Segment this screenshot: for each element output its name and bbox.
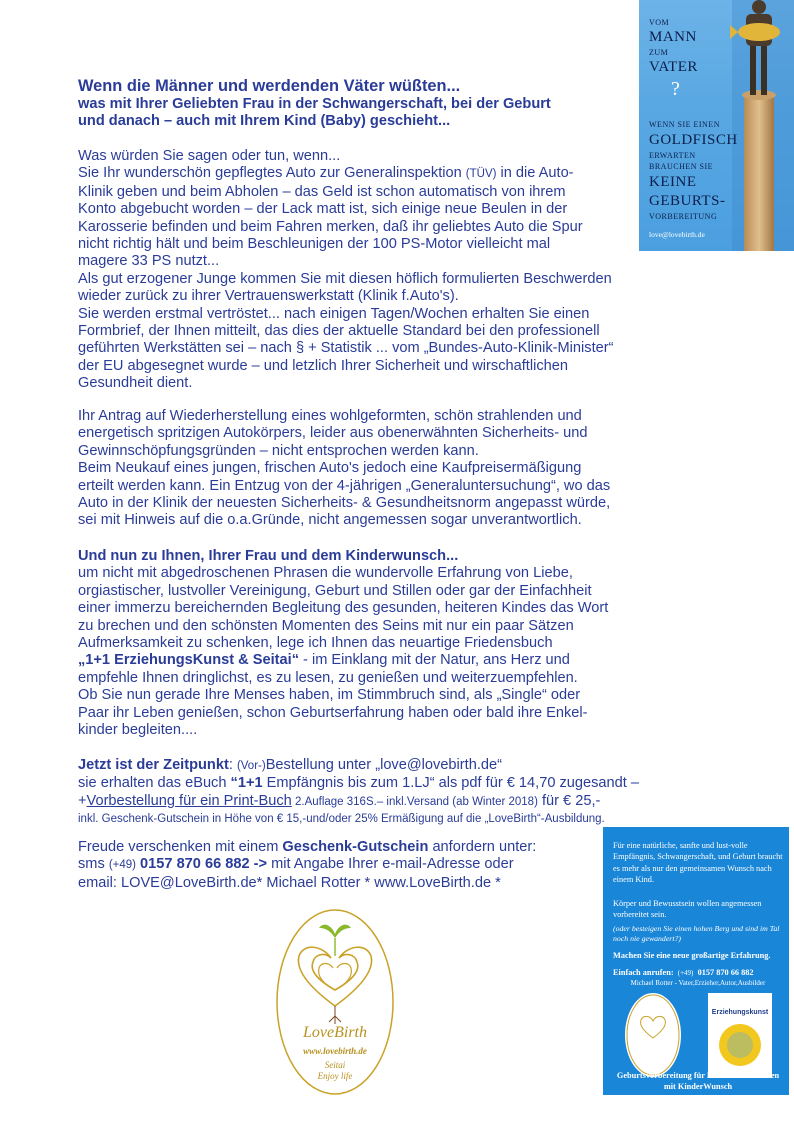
flyer-mountain: (oder besteigen Sie einen hohen Berg und sind im Tal noch nie gewandert?) [613,924,780,943]
text-line: sei mit Hinweis auf die o.a.Gründe, nicht angemessen sogar unverantwortlich. [78,512,582,529]
paragraph-car-analogy [78,148,698,393]
flyer-book-title: Erziehungskunst [711,1009,769,1016]
cover-erwarten: ERWARTEN [649,151,696,160]
flyer-call: Einfach anrufen: (+49) 0157 870 66 882 [613,968,754,977]
heading-line-2: was mit Ihrer Geliebten Frau in der Schwangerschaft, bei der Geburt [78,96,551,112]
text-line: Gesundheit dient. [78,375,193,392]
logo-url: www.lovebirth.de [303,1046,367,1056]
heading-line-3: und danach – auch mit Ihrem Kind (Baby) geschieht... [78,113,451,129]
flyer-bottom-text: Geburtsvorbereitung für Männer und Frauen mit KinderWunsch [616,1071,780,1092]
text-line: Jetzt ist der Zeitpunkt: (Vor-)Bestellung unter „love@lovebirth.de“ [78,757,502,773]
text-line: Sie Ihr wunderschön gepflegtes Auto zur Generalinspektion (TÜV) in die Auto- [78,165,574,182]
heading-line-1: Wenn die Männer und werdenden Väter wüßten... [78,77,461,95]
text-line: Konto abgebucht worden – der Lack matt ist, sich einige neue Beulen in der [78,201,568,218]
flyer-phone-number: 0157 870 66 882 [697,968,754,977]
text-line: Klinik geben und beim Abholen – das Geld ist schon automatisch von ihrem [78,183,566,200]
text-line: Gewinnschöpfungsgründen – nicht entsprochen werden kann. [78,442,479,459]
cover-vom: VOM [649,18,670,27]
main-heading [78,77,698,130]
paragraph-order [78,757,698,829]
logo-enjoy: Enjoy life [317,1071,353,1081]
cover-email: love@lovebirth.de [649,230,705,239]
paragraph-kinderwunsch [78,548,698,739]
text-line: wieder zurück zu ihrer Vertrauenswerkstatt (Klinik f.Auto's). [78,288,459,305]
text-line: „1+1 ErziehungsKunst & Seitai“ - im Einklang mit der Natur, ans Herz und [78,652,570,669]
cover-question-mark: ? [671,78,680,100]
flyer-prepare: Körper und Bewusstsein wollen angemessen vorbereitet sein. [613,899,762,920]
cover-zum: ZUM [649,48,669,57]
cover-mann: MANN [649,29,697,45]
text-line: Als gut erzogener Junge kommen Sie mit diesen höflich formulierten Beschwerden [78,270,612,287]
text-line: orgiastischer, lustvoller Vereinigung, Geburt und Stillen oder gar der Einfachheit [78,582,592,599]
text-line: zu brechen und den schönsten Momenten des Seins mit nur ein paar Sätzen [78,617,574,634]
text-line: erteilt werden kann. Ein Entzug von der 4-jährigen „Generaluntersuchung“, wo das [78,477,611,494]
cover-brauchen: BRAUCHEN SIE [649,162,714,171]
text-line: empfehle Ihnen dringlichst, es zu lesen, zu genießen und weiterzuempfehlen. [78,669,578,686]
text-line: Ob Sie nun gerade Ihre Menses haben, im Stimmbruch sind, als „Single“ oder [78,687,581,704]
text-line: Sie werden erstmal vertröstet... nach einigen Tagen/Wochen erhalten Sie einen [78,305,590,322]
flyer-experience: Machen Sie eine neue großartige Erfahrung. [613,951,771,960]
flyer-author: Michael Rotter - Vater,Erzieher,Autor,Ausbilder [630,979,766,987]
text-line: einer immerzu bereichernden Begleitung des gesunden, heiteren Kindes das Wort [78,600,609,617]
text-line: Auto in der Klinik der neuesten Sicherheits- & Gesundheitsnorm angepasst würde, [78,495,611,512]
cover-vorbereitung: VORBEREITUNG [649,212,718,221]
text-line: nicht richtig hält und beim Beschleunigen der 100 PS-Motor vielleicht mal [78,236,551,253]
paragraph-repair-request [78,408,698,530]
phone-number: 0157 870 66 882 -> [140,856,268,873]
text-line: Formbrief, der Ihnen mitteilt, das dies der aktuelle Standard bei den professionell [78,323,600,340]
text-line: Karosserie befinden und beim Fahren merken, daß ihr geliebtes Auto die Spur [78,218,583,235]
text-line: kinder begleiten.... [78,722,198,739]
text-line: magere 33 PS nutzt... [78,253,220,270]
text-line: Aufmerksamkeit zu schenken, lege ich Ihnen das neuartige Friedensbuch [78,635,553,652]
logo-brand: LoveBirth [303,1024,367,1041]
text-line: sie erhalten das eBuch “1+1 Empfängnis bis zum 1.LJ“ als pdf für € 14,70 zugesandt – [78,775,640,792]
section-heading: Und nun zu Ihnen, Ihrer Frau und dem Kinderwunsch... [78,548,459,564]
gift-voucher-label: Geschenk-Gutschein [282,839,429,855]
text-line: +Vorbestellung für ein Print-Buch 2.Auflage 316S.– inkl.Versand (ab Winter 2018) für € 25,- [78,792,601,809]
text-line: Freude verschenken mit einem Geschenk-Gutschein anfordern unter: [78,839,537,855]
text-line: energetisch spritzigen Autokörpers, leider aus obenerwähnten Sicherheits- und [78,425,588,442]
text-line: Beim Neukauf eines jungen, frischen Auto's jedoch eine Kaufpreisermäßigung [78,460,582,477]
logo-seitai: Seitai [324,1060,346,1070]
cover-keine: KEINE [649,174,697,190]
text-line: sms (+49) 0157 870 66 882 -> mit Angabe Ihrer e-mail-Adresse oder [78,856,514,873]
cover-wenn: WENN SIE EINEN [649,120,720,129]
order-heading: Jetzt ist der Zeitpunkt [78,757,229,773]
text-line: Was würden Sie sagen oder tun, wenn... [78,148,341,164]
text-line: inkl. Geschenk-Gutschein in Höhe von € 15,-und/oder 25% Ermäßigung auf die „LoveBirth“-Ausbildung. [78,813,605,826]
text-line: der EU abgesegnet wurde – und letzlich Ihrer Sicherheit und wirschaftlichen [78,357,568,374]
print-book-preorder-link[interactable]: Vorbestellung für ein Print-Buch [86,792,292,809]
text-line: geführten Werkstätten sei – nach § + Statistik ... vom „Bundes-Auto-Klinik-Minister“ [78,340,614,357]
tuev-note: (TÜV) [465,168,497,181]
cover-vater: VATER [649,59,698,75]
lovebirth-logo [273,906,397,1098]
contact-email-line: email: LOVE@LoveBirth.de* Michael Rotter * www.LoveBirth.de * [78,874,501,891]
cover-geburts: GEBURTS- [649,193,726,209]
text-line: Paar ihr Leben genießen, schon Geburtserfahrung haben oder bald ihre Enkel- [78,704,588,721]
text-line: um nicht mit abgedroschenen Phrasen die wundervolle Erfahrung von Liebe, [78,565,573,582]
text-line: Ihr Antrag auf Wiederherstellung eines wohlgeformten, schön strahlenden und [78,408,582,424]
cover-goldfisch: GOLDFISCH [649,132,738,148]
flyer-intro: Für eine natürliche, sanfte und lust-volle Empfängnis, Schwangerschaft, und Geburt braucht es mehr als nur den gemeinsamen Wunsch nach einem Kind. [613,841,783,885]
book-title: „1+1 ErziehungsKunst & Seitai“ [78,652,299,669]
promo-flyer [603,827,789,1095]
